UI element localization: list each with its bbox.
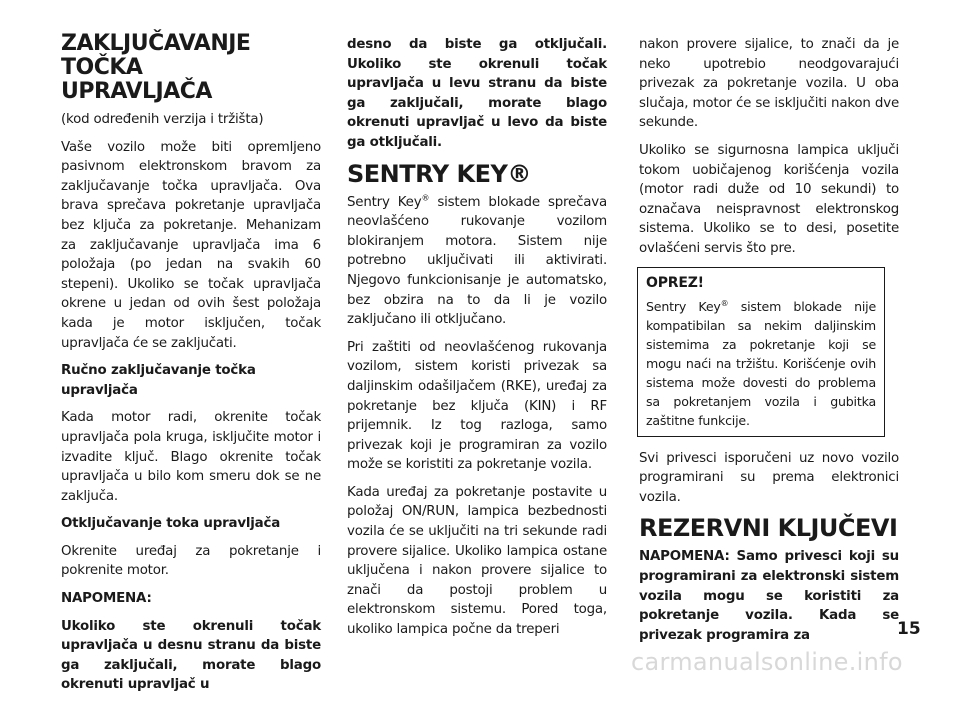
unlock-heading: Otključavanje toka upravljača bbox=[61, 516, 281, 532]
manual-lock-text: Kada motor radi, okrenite točak upravljača pola kruga, isključite motor i izvadite ključ. Blago okrenite točak upravljača u bilo kom smeru dok se ne zaključa. bbox=[61, 410, 321, 504]
unlock-text: Okrenite uređaj za pokretanje i pokrenite motor. bbox=[61, 543, 321, 579]
section-title-steering-lock bbox=[61, 32, 321, 104]
intro-paragraph: Vaše vozilo može biti opremljeno pasivnom elektronskom bravom za zaključavanje točka upravljača. Ova brava sprečava pokretanje upravljača bez ključa za pokretanje. Mehanizam za zaključavanje upravljača ima 6 položaja (po jedan na svakih 60 stepeni). Ukoliko se točak upravljača okrene u jedan od ovih šest položaja kada je motor isključen, točak upravljača će se zaključati. bbox=[61, 139, 321, 351]
registered-mark: ® bbox=[421, 193, 430, 203]
caution-box bbox=[637, 267, 885, 437]
caution-body: sistem blokade nije kompatibilan sa nekim daljinskim sistemima za pokretanje koji se mogu naći na tržištu. Korišćenje ovih sistema može dovesti do problema sa pokretanjem vozila i gubitka zaštitne funkcije. bbox=[646, 298, 876, 428]
caution-text bbox=[646, 297, 876, 430]
paragraph-bulb-check: nakon provere sijalice, to znači da je neko upotrebio neodgovarajući privezak za pokretanje vozila. U oba slučaja, motor će se isključiti nakon dve sekunde. bbox=[639, 37, 899, 131]
note-continued: desno da biste ga otključali. Ukoliko ste okrenuli točak upravljača u levu stranu da biste ga zaključali, morate blago okrenuti upravljač u levo da biste ga otključali. bbox=[347, 37, 607, 150]
sentry-paragraph-3: Kada uređaj za pokretanje postavite u položaj ON/RUN, lampica bezbednosti vozila će se uključiti na tri sekunde radi provere sijalice. Ukoliko lampica ostane uključena i nakon provere sijalice to znači da postoji problem u elektronskom sistemu. Pored toga, ukoliko lampica počne da treperi bbox=[347, 484, 607, 638]
column-left bbox=[61, 32, 321, 703]
title-line-1: ZAKLJUČAVANJE TOČKA bbox=[61, 31, 251, 80]
note-text: Ukoliko ste okrenuli točak upravljača u desnu stranu da biste ga zaključali, morate blago okrenuti upravljač u bbox=[61, 618, 321, 693]
paragraph-security-lamp: Ukoliko se sigurnosna lampica uključi tokom uobičajenog korišćenja vozila (motor radi duže od 10 sekundi) to označava neispravnost elektronskog sistema. Ukoliko se to desi, posetite ovlašćeni servis što pre. bbox=[639, 142, 899, 256]
spare-keys-note: NAPOMENA: Samo privesci koji su programirani za elektronski sistem vozila mogu se koristiti za pokretanje vozila. Kada se privezak programira za bbox=[639, 549, 899, 643]
caution-title: OPREZ! bbox=[646, 274, 704, 291]
sentry-name: Sentry Key bbox=[347, 194, 422, 210]
subtitle: (kod određenih verzija i tržišta) bbox=[61, 112, 264, 127]
title-line-2: UPRAVLJAČA bbox=[61, 79, 212, 104]
sentry-key-title: SENTRY KEY® bbox=[347, 159, 531, 188]
note-heading: NAPOMENA: bbox=[61, 591, 152, 607]
column-middle bbox=[347, 35, 607, 648]
sentry-paragraph-1 bbox=[347, 193, 607, 330]
caution-registered-mark: ® bbox=[720, 298, 729, 308]
caution-sentry-name: Sentry Key bbox=[646, 298, 721, 314]
manual-lock-heading: Ručno zaključavanje točka upravljača bbox=[61, 363, 256, 398]
watermark: carmanualsonline.info bbox=[631, 648, 903, 676]
sentry-text: sistem blokade sprečava neovlašćeno rukovanje vozilom blokiranjem motora. Sistem nije potrebno uključivati ili aktivirati. Njegovo funkcionisanje je automatsko, bez obzira na to da li je vozilo zaključano ili otključano. bbox=[347, 194, 607, 328]
sentry-paragraph-2: Pri zaštiti od neovlašćenog rukovanja vozilom, sistem koristi privezak sa daljinskim odašiljačem (RKE), uređaj za pokretanje bez ključa (KIN) i RF prijemnik. Iz tog razloga, samo privezak koji je programiran za vozilo može se koristiti za pokretanje vozila. bbox=[347, 339, 607, 473]
paragraph-fobs: Svi privesci isporučeni uz novo vozilo programirani su prema elektronici vozila. bbox=[639, 450, 899, 505]
page-number: 15 bbox=[897, 619, 921, 639]
column-right bbox=[639, 35, 899, 653]
spare-keys-title: REZERVNI KLJUČEVI bbox=[639, 514, 898, 543]
